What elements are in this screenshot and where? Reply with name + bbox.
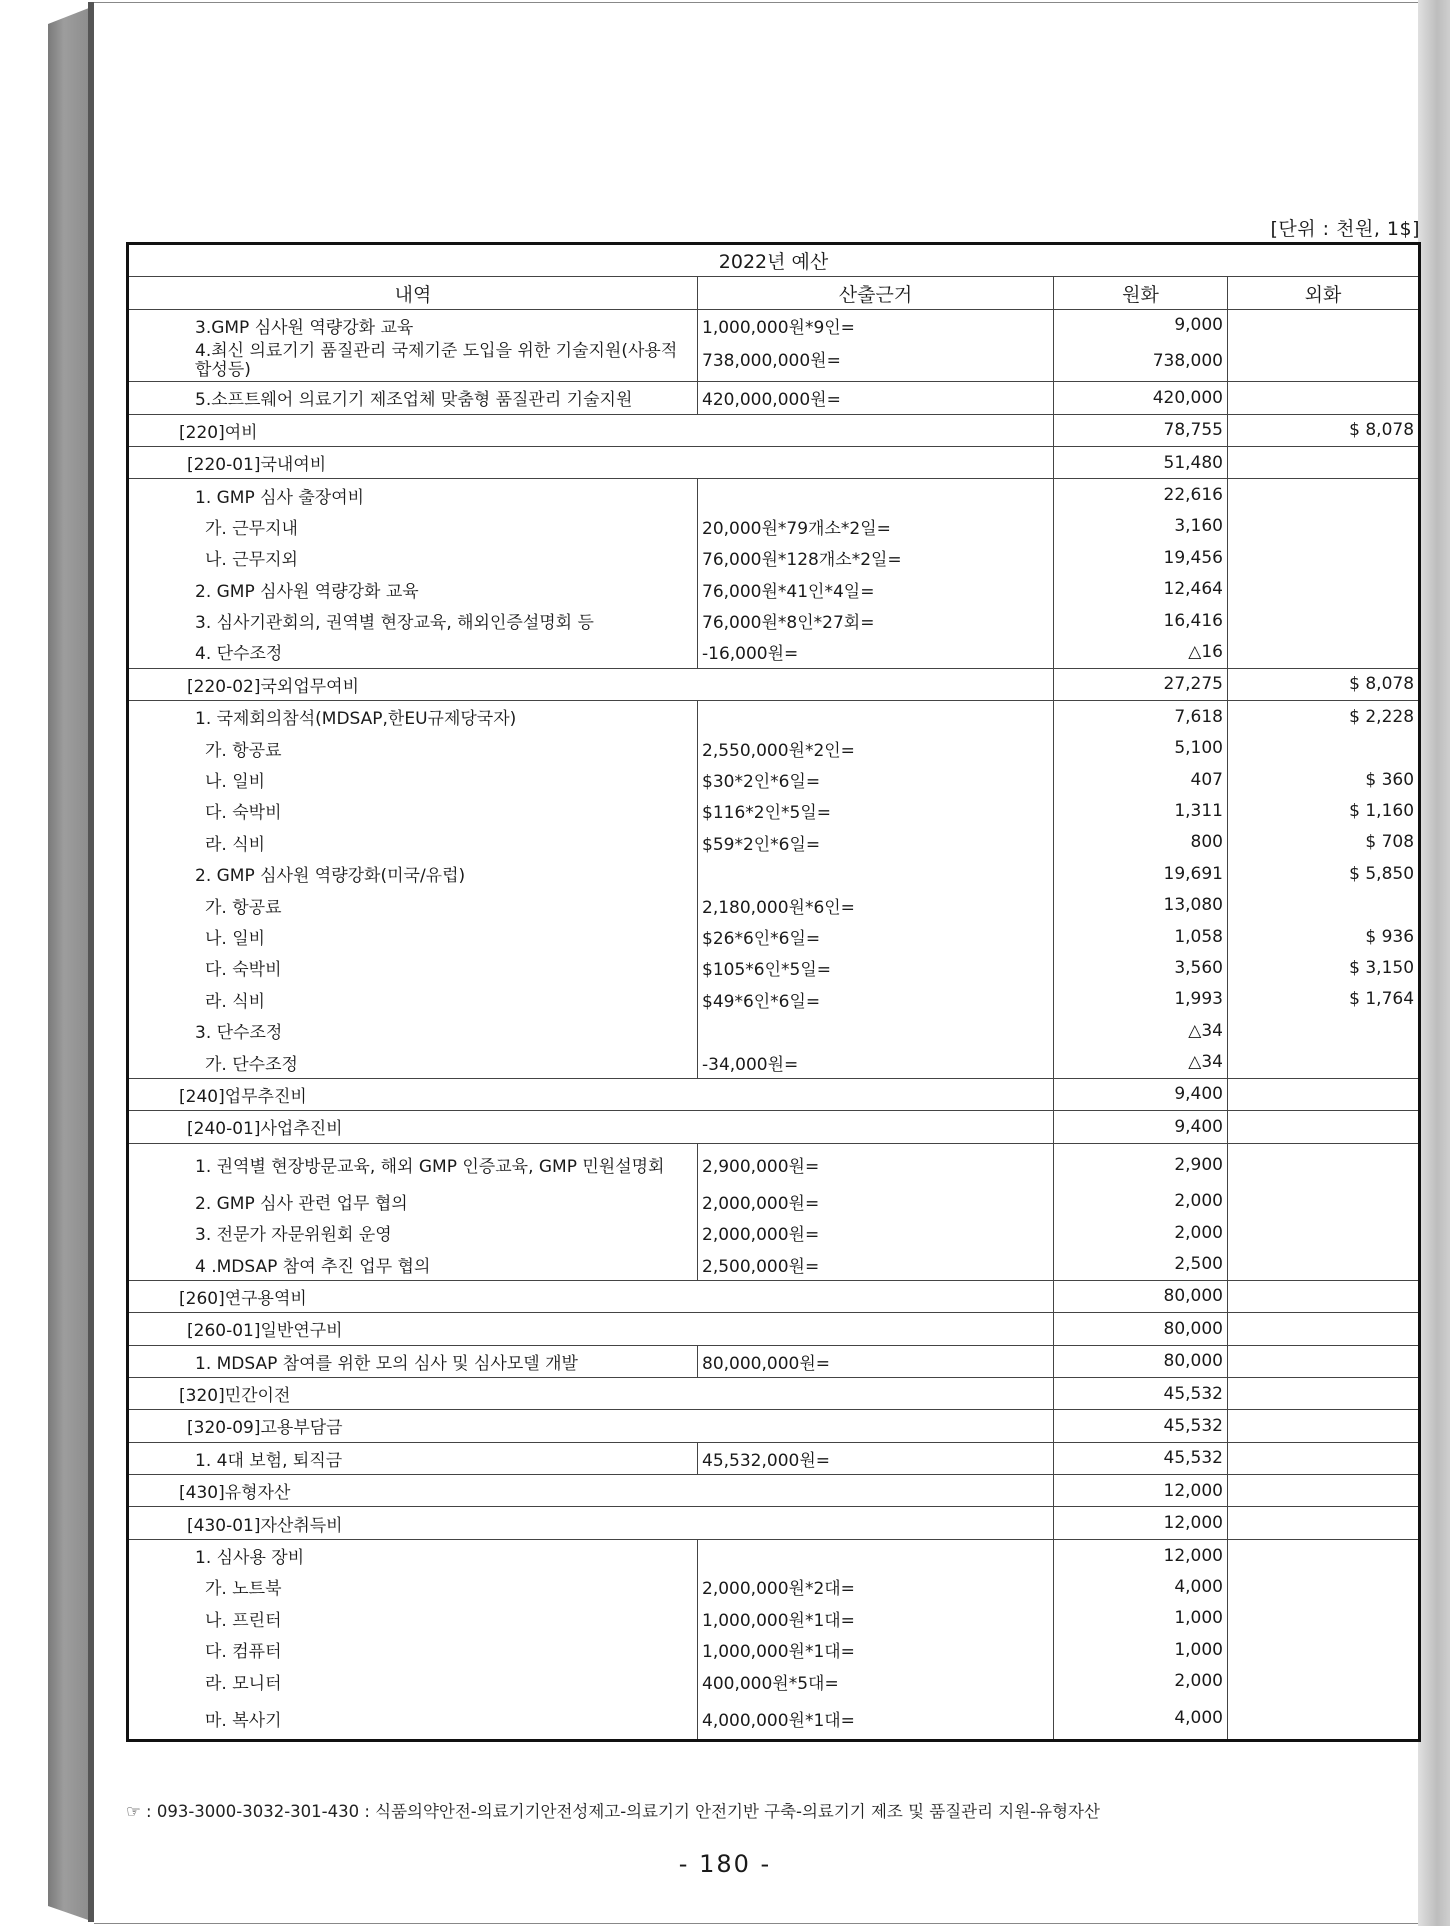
item-cell: [260-01]일반연구비	[128, 1313, 1054, 1345]
table-row	[128, 1603, 1420, 1634]
item-cell: 2. GMP 심사원 역량강화(미국/유럽)	[128, 858, 698, 889]
table-row	[128, 1111, 1420, 1143]
krw-cell: 1,000	[1054, 1603, 1228, 1634]
item-cell: 3. 전문가 자문위원회 운영	[128, 1217, 698, 1248]
krw-cell: 12,000	[1054, 1539, 1228, 1571]
basis-cell: $116*2인*5일=	[698, 795, 1054, 826]
basis-cell: 76,000원*8인*27회=	[698, 605, 1054, 636]
item-cell: 1. 심사용 장비	[128, 1539, 698, 1571]
fx-cell	[1228, 1046, 1420, 1078]
krw-cell: 27,275	[1054, 668, 1228, 700]
krw-cell: 9,400	[1054, 1111, 1228, 1143]
basis-cell: 20,000원*79개소*2일=	[698, 511, 1054, 542]
item-cell: 나. 일비	[128, 921, 698, 952]
krw-cell: 12,000	[1054, 1475, 1228, 1507]
item-cell: 2. GMP 심사 관련 업무 협의	[128, 1186, 698, 1217]
basis-cell	[698, 1539, 1054, 1571]
fx-cell	[1228, 636, 1420, 668]
table-row	[128, 341, 1420, 382]
table-row	[128, 921, 1420, 952]
fx-cell	[1228, 1377, 1420, 1409]
fx-cell: $ 8,078	[1228, 668, 1420, 700]
item-cell: 라. 식비	[128, 827, 698, 858]
item-cell: 2. GMP 심사원 역량강화 교육	[128, 574, 698, 605]
item-cell: 다. 숙박비	[128, 795, 698, 826]
krw-cell: 22,616	[1054, 479, 1228, 511]
krw-cell: 3,560	[1054, 952, 1228, 983]
fx-cell	[1228, 732, 1420, 763]
item-cell: 4. 단수조정	[128, 636, 698, 668]
krw-cell: 12,000	[1054, 1507, 1228, 1539]
basis-cell: 2,500,000원=	[698, 1248, 1054, 1280]
fx-cell: $ 360	[1228, 764, 1420, 795]
page-shadow	[1418, 0, 1450, 1926]
krw-cell: 51,480	[1054, 446, 1228, 478]
table-row	[128, 1313, 1420, 1345]
item-cell: 다. 컴퓨터	[128, 1634, 698, 1665]
item-cell: [320-09]고용부담금	[128, 1410, 1054, 1442]
fx-cell: $ 8,078	[1228, 414, 1420, 446]
item-cell: 3.GMP 심사원 역량강화 교육	[128, 309, 698, 341]
krw-cell: 1,993	[1054, 984, 1228, 1015]
krw-cell: 2,000	[1054, 1217, 1228, 1248]
table-row	[128, 1015, 1420, 1046]
item-cell: [430]유형자산	[128, 1475, 1054, 1507]
table-row	[128, 701, 1420, 733]
table-row	[128, 1248, 1420, 1280]
fx-cell	[1228, 1539, 1420, 1571]
item-cell: 가. 단수조정	[128, 1046, 698, 1078]
table-row	[128, 984, 1420, 1015]
table-row	[128, 764, 1420, 795]
header-basis: 산출근거	[698, 277, 1054, 309]
basis-cell	[698, 858, 1054, 889]
table-row	[128, 1665, 1420, 1696]
item-cell: 가. 근무지내	[128, 511, 698, 542]
fx-cell	[1228, 1603, 1420, 1634]
item-cell: 1. 4대 보험, 퇴직금	[128, 1442, 698, 1474]
item-cell: 가. 항공료	[128, 732, 698, 763]
krw-cell: 13,080	[1054, 889, 1228, 920]
table-row	[128, 1186, 1420, 1217]
fx-cell	[1228, 1111, 1420, 1143]
table-row	[128, 668, 1420, 700]
item-cell: 3. 심사기관회의, 권역별 현장교육, 해외인증설명회 등	[128, 605, 698, 636]
krw-cell: 80,000	[1054, 1313, 1228, 1345]
krw-cell: 16,416	[1054, 605, 1228, 636]
header-fx: 외화	[1228, 277, 1420, 309]
basis-cell: 2,000,000원*2대=	[698, 1571, 1054, 1602]
fx-cell: $ 936	[1228, 921, 1420, 952]
table-row	[128, 542, 1420, 573]
fx-cell	[1228, 1571, 1420, 1602]
fx-cell	[1228, 1078, 1420, 1110]
krw-cell: 80,000	[1054, 1280, 1228, 1312]
basis-cell: $59*2인*6일=	[698, 827, 1054, 858]
fx-cell	[1228, 446, 1420, 478]
item-cell: 1. 권역별 현장방문교육, 해외 GMP 인증교육, GMP 민원설명회	[128, 1143, 698, 1186]
krw-cell: 420,000	[1054, 382, 1228, 414]
fx-cell	[1228, 1345, 1420, 1377]
unit-note: [단위 : 천원, 1$]	[1270, 218, 1420, 240]
basis-cell: 1,000,000원*1대=	[698, 1634, 1054, 1665]
item-cell: 가. 노트북	[128, 1571, 698, 1602]
table-row	[128, 1217, 1420, 1248]
basis-cell: -16,000원=	[698, 636, 1054, 668]
table-row	[128, 1078, 1420, 1110]
krw-cell: 7,618	[1054, 701, 1228, 733]
basis-cell: $49*6인*6일=	[698, 984, 1054, 1015]
basis-cell: 738,000,000원=	[698, 341, 1054, 382]
table-row	[128, 1475, 1420, 1507]
krw-cell: 9,400	[1054, 1078, 1228, 1110]
basis-cell: 2,550,000원*2인=	[698, 732, 1054, 763]
krw-cell: 2,000	[1054, 1186, 1228, 1217]
table-row	[128, 1442, 1420, 1474]
table-row	[128, 479, 1420, 511]
table-row	[128, 1345, 1420, 1377]
item-cell: 4 .MDSAP 참여 추진 업무 협의	[128, 1248, 698, 1280]
krw-cell: 2,500	[1054, 1248, 1228, 1280]
item-cell: 1. MDSAP 참여를 위한 모의 심사 및 심사모델 개발	[128, 1345, 698, 1377]
basis-cell: $26*6인*6일=	[698, 921, 1054, 952]
item-cell: [220-02]국외업무여비	[128, 668, 1054, 700]
fx-cell	[1228, 309, 1420, 341]
item-cell: 1. GMP 심사 출장여비	[128, 479, 698, 511]
basis-cell: 2,000,000원=	[698, 1186, 1054, 1217]
krw-cell: 738,000	[1054, 341, 1228, 382]
fx-cell: $ 3,150	[1228, 952, 1420, 983]
fx-cell	[1228, 1313, 1420, 1345]
table-row	[128, 827, 1420, 858]
krw-cell: 45,532	[1054, 1442, 1228, 1474]
basis-cell: 420,000,000원=	[698, 382, 1054, 414]
basis-cell: $30*2인*6일=	[698, 764, 1054, 795]
item-cell: [320]민간이전	[128, 1377, 1054, 1409]
basis-cell: 80,000,000원=	[698, 1345, 1054, 1377]
fx-cell: $ 2,228	[1228, 701, 1420, 733]
item-cell: 마. 복사기	[128, 1697, 698, 1741]
basis-cell	[698, 701, 1054, 733]
fx-cell	[1228, 1143, 1420, 1186]
table-row	[128, 605, 1420, 636]
krw-cell: 45,532	[1054, 1410, 1228, 1442]
item-cell: 1. 국제회의참석(MDSAP,한EU규제당국자)	[128, 701, 698, 733]
krw-cell: 12,464	[1054, 574, 1228, 605]
table-row	[128, 858, 1420, 889]
krw-cell: 9,000	[1054, 309, 1228, 341]
fx-cell: $ 708	[1228, 827, 1420, 858]
fx-cell	[1228, 1697, 1420, 1741]
table-row	[128, 1634, 1420, 1665]
krw-cell: 3,160	[1054, 511, 1228, 542]
fx-cell: $ 1,160	[1228, 795, 1420, 826]
fx-cell	[1228, 605, 1420, 636]
krw-cell: 80,000	[1054, 1345, 1228, 1377]
fx-cell	[1228, 382, 1420, 414]
table-row	[128, 1280, 1420, 1312]
item-cell: 가. 항공료	[128, 889, 698, 920]
krw-cell: △16	[1054, 636, 1228, 668]
krw-cell: 19,691	[1054, 858, 1228, 889]
fx-cell	[1228, 1665, 1420, 1696]
table-title: 2022년 예산	[128, 244, 1420, 277]
item-cell: 나. 근무지외	[128, 542, 698, 573]
fx-cell	[1228, 1475, 1420, 1507]
fx-cell	[1228, 341, 1420, 382]
krw-cell: 1,000	[1054, 1634, 1228, 1665]
table-row	[128, 1507, 1420, 1539]
header-krw: 원화	[1054, 277, 1228, 309]
krw-cell: 4,000	[1054, 1697, 1228, 1741]
krw-cell: 78,755	[1054, 414, 1228, 446]
table-row	[128, 446, 1420, 478]
fx-cell	[1228, 479, 1420, 511]
item-cell: 나. 프린터	[128, 1603, 698, 1634]
fx-cell	[1228, 511, 1420, 542]
table-row	[128, 1697, 1420, 1741]
basis-cell	[698, 1015, 1054, 1046]
table-row	[128, 574, 1420, 605]
fx-cell	[1228, 1248, 1420, 1280]
page-number: - 180 -	[678, 1850, 772, 1878]
table-row	[128, 795, 1420, 826]
basis-cell: 2,900,000원=	[698, 1143, 1054, 1186]
fx-cell	[1228, 1186, 1420, 1217]
krw-cell: △34	[1054, 1046, 1228, 1078]
item-cell: 다. 숙박비	[128, 952, 698, 983]
basis-cell: $105*6인*5일=	[698, 952, 1054, 983]
basis-cell: 1,000,000원*9인=	[698, 309, 1054, 341]
table-row	[128, 1143, 1420, 1186]
table-row	[128, 309, 1420, 341]
krw-cell: 2,900	[1054, 1143, 1228, 1186]
fx-cell	[1228, 1634, 1420, 1665]
item-cell: 라. 모니터	[128, 1665, 698, 1696]
basis-cell: -34,000원=	[698, 1046, 1054, 1078]
fx-cell: $ 5,850	[1228, 858, 1420, 889]
krw-cell: 800	[1054, 827, 1228, 858]
basis-cell: 2,000,000원=	[698, 1217, 1054, 1248]
table-row	[128, 1410, 1420, 1442]
krw-cell: 45,532	[1054, 1377, 1228, 1409]
table-row	[128, 1571, 1420, 1602]
table-row	[128, 511, 1420, 542]
table-row	[128, 952, 1420, 983]
fx-cell	[1228, 574, 1420, 605]
item-cell: [220]여비	[128, 414, 1054, 446]
krw-cell: 4,000	[1054, 1571, 1228, 1602]
basis-cell: 2,180,000원*6인=	[698, 889, 1054, 920]
fx-cell	[1228, 889, 1420, 920]
fx-cell	[1228, 1442, 1420, 1474]
table-row	[128, 636, 1420, 668]
fx-cell: $ 1,764	[1228, 984, 1420, 1015]
budget-table	[126, 242, 1421, 1742]
table-row	[128, 1377, 1420, 1409]
item-cell: 라. 식비	[128, 984, 698, 1015]
fx-cell	[1228, 1015, 1420, 1046]
item-cell: [240-01]사업추진비	[128, 1111, 1054, 1143]
fx-cell	[1228, 1280, 1420, 1312]
item-cell: 5.소프트웨어 의료기기 제조업체 맞춤형 품질관리 기술지원	[128, 382, 698, 414]
krw-cell: 1,311	[1054, 795, 1228, 826]
item-cell: 나. 일비	[128, 764, 698, 795]
footnote: ☞ : 093-3000-3032-301-430 : 식품의약안전-의료기기안전성제고-의료기기 안전기반 구축-의료기기 제조 및 품질관리 지원-유형자산	[126, 1802, 1100, 1821]
item-cell: 4.최신 의료기기 품질관리 국제기준 도입을 위한 기술지원(사용적합성등)	[128, 341, 698, 382]
table-row	[128, 732, 1420, 763]
item-cell: 3. 단수조정	[128, 1015, 698, 1046]
basis-cell: 1,000,000원*1대=	[698, 1603, 1054, 1634]
table-row	[128, 889, 1420, 920]
krw-cell: 2,000	[1054, 1665, 1228, 1696]
krw-cell: 1,058	[1054, 921, 1228, 952]
table-row	[128, 414, 1420, 446]
fx-cell	[1228, 1507, 1420, 1539]
item-cell: [430-01]자산취득비	[128, 1507, 1054, 1539]
krw-cell: 5,100	[1054, 732, 1228, 763]
krw-cell: 19,456	[1054, 542, 1228, 573]
item-cell: [240]업무추진비	[128, 1078, 1054, 1110]
krw-cell: 407	[1054, 764, 1228, 795]
basis-cell: 76,000원*128개소*2일=	[698, 542, 1054, 573]
table-row	[128, 1046, 1420, 1078]
table-row	[128, 1539, 1420, 1571]
basis-cell	[698, 479, 1054, 511]
item-cell: [220-01]국내여비	[128, 446, 1054, 478]
header-item: 내역	[128, 277, 698, 309]
fx-cell	[1228, 1217, 1420, 1248]
basis-cell: 76,000원*41인*4일=	[698, 574, 1054, 605]
table-body	[128, 309, 1420, 1741]
table-row	[128, 382, 1420, 414]
basis-cell: 400,000원*5대=	[698, 1665, 1054, 1696]
krw-cell: △34	[1054, 1015, 1228, 1046]
basis-cell: 4,000,000원*1대=	[698, 1697, 1054, 1741]
item-cell: [260]연구용역비	[128, 1280, 1054, 1312]
fx-cell	[1228, 542, 1420, 573]
basis-cell: 45,532,000원=	[698, 1442, 1054, 1474]
fx-cell	[1228, 1410, 1420, 1442]
